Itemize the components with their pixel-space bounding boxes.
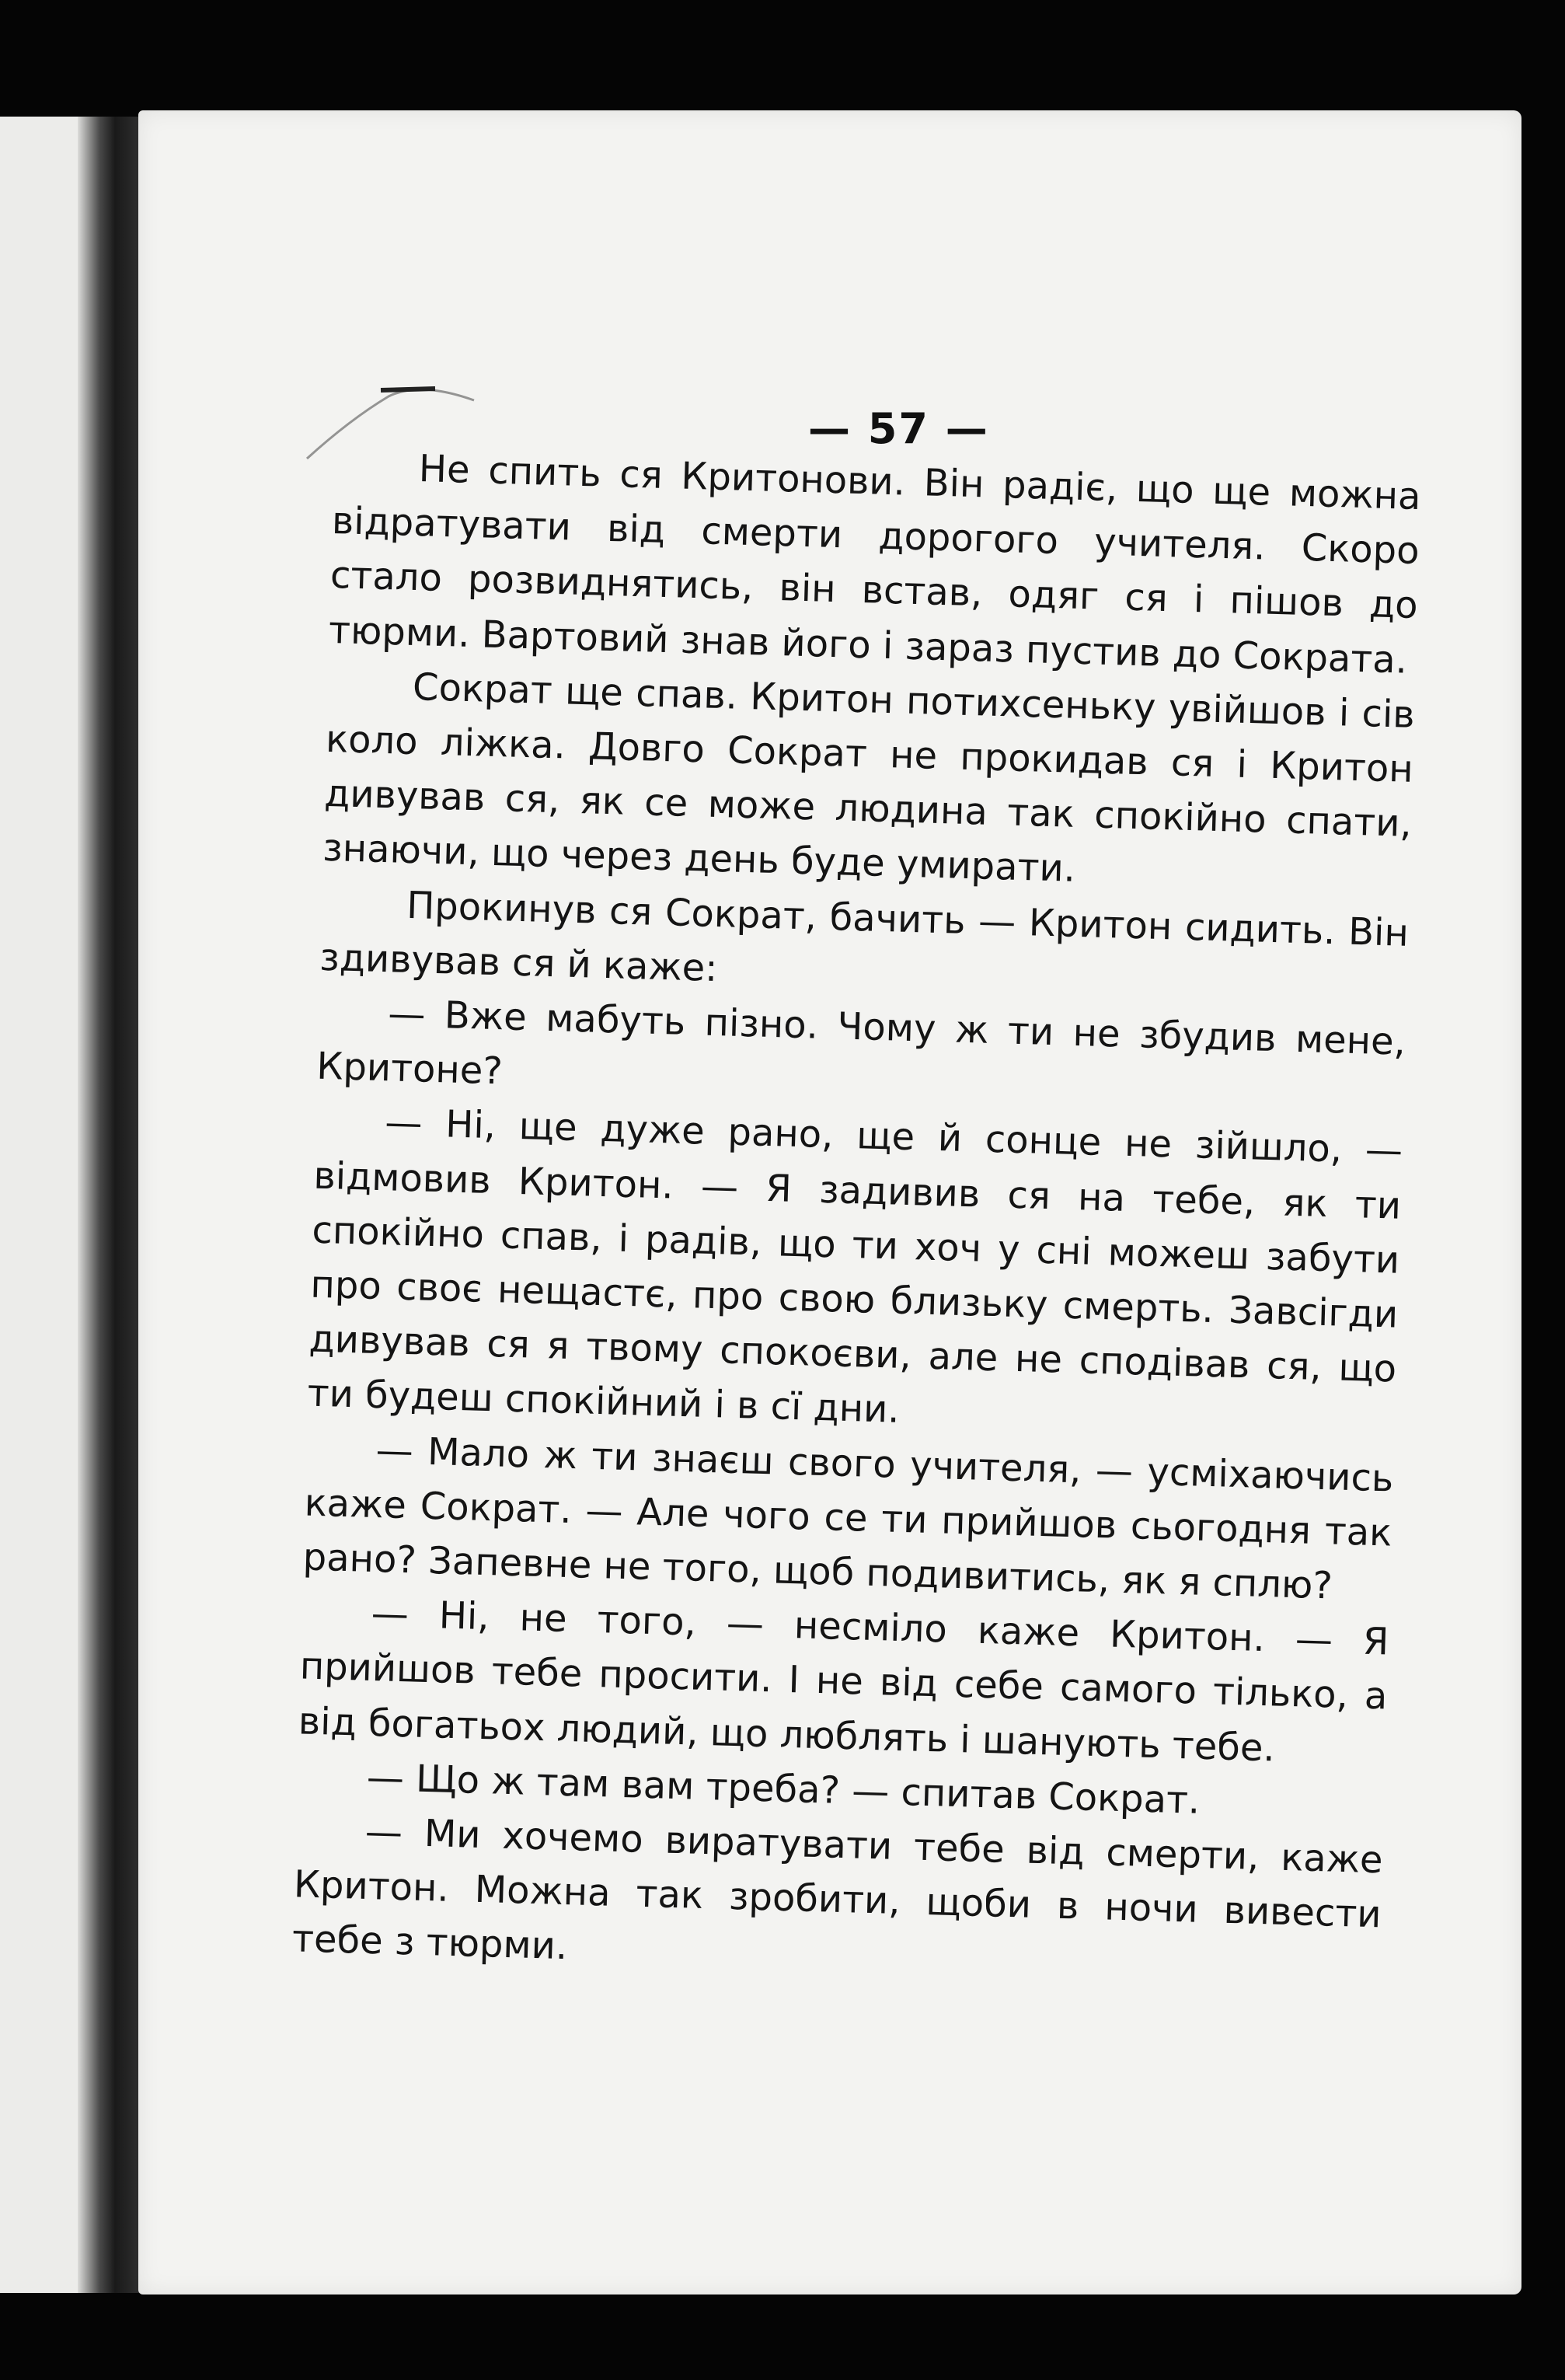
dialog-line: — Ні, не того, — несміло каже Критон. — Я прийшов тебе просити. І не від себе самого тілько, а від богатьох людий, що люблять і шанують тебе. [298, 1592, 1390, 1771]
dialog-line: — Мало ж ти знаєш свого учителя, — усміхаючись каже Сократ. — Але чого се ти прийшов сьогодня так рано? Запевне не того, щоб подивитись, як я сплю? [302, 1428, 1394, 1608]
paragraph: Сократ ще спав. Критон потихсеньку увійшов і сів коло ліжка. Довго Сократ не прокидав ся і Критон дивував ся, як се може людина так спокійно спати, знаючи, що через день буде умирати. [322, 665, 1416, 892]
dialog-line: — Ми хочемо виратувати тебе від смерти, каже Критон. Можна так зробити, щоби в ночи вивести тебе з тюрми. [291, 1809, 1384, 1969]
dialog-line: — Вже мабуть пізно. Чому ж ти не збудив мене, Критоне? [315, 992, 1406, 1094]
dialog-line: — Що ж там вам треба? — спитав Сократ. [366, 1755, 1201, 1823]
body-text [291, 439, 1421, 1997]
paragraph: Не спить ся Критонови. Він радіє, що ще можна відратувати від смерти дорогого учителя. Скоро стало розвиднятись, він встав, одяг ся і пішов до тюрми. Вартовий знав його і зараз пустив до Сократа. [328, 447, 1422, 682]
dialog-line: — Ні, ще дуже рано, ще й сонце не зійшло, — відмовив Критон. — Я задивив ся на тебе, як ти спокійно спав, і радів, що ти хоч у сні можеш забути про своє нещастє, про свою близьку смерть. Завсігди дивував ся я твому спокоєви, але не сподівав ся, що ти будеш спокійний і в сї дни. [306, 1101, 1403, 1433]
paragraph: Прокинув ся Сократ, бачить — Критон сидить. Він здивував ся й каже: [319, 883, 1410, 990]
book-spine [78, 117, 140, 2293]
page-number: — 57 — [808, 404, 989, 453]
